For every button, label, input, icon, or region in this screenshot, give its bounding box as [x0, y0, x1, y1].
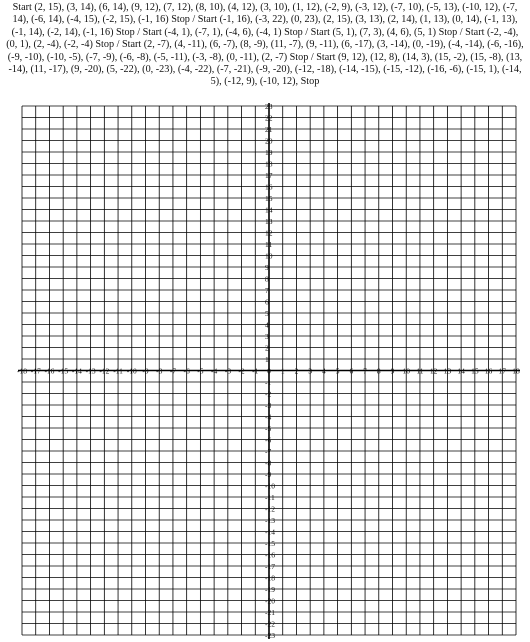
y-tick-label: -20 [265, 596, 275, 606]
y-tick-label: -19 [265, 585, 275, 594]
y-tick-label: 2 [265, 343, 269, 353]
x-tick-label: 8 [376, 366, 381, 376]
x-tick-label: -18 [17, 366, 27, 376]
y-tick-label: 7 [265, 286, 269, 295]
x-tick-label: 9 [390, 366, 395, 376]
x-tick-label: 12 [429, 366, 438, 376]
y-tick-label: 5 [265, 309, 269, 318]
x-tick-label: -16 [44, 366, 55, 376]
x-tick-label: -3 [224, 366, 231, 376]
y-tick-label: -15 [265, 539, 275, 548]
y-tick-label: -1 [265, 378, 272, 387]
x-tick-label: -5 [197, 366, 204, 376]
y-tick-label: -18 [265, 573, 275, 583]
x-tick-label: -15 [58, 366, 69, 376]
y-tick-label: -5 [265, 424, 272, 433]
y-tick-label: 10 [265, 251, 273, 261]
y-tick-label: 18 [265, 159, 273, 169]
x-tick-label: 18 [512, 366, 520, 376]
y-tick-label: -9 [265, 470, 272, 479]
y-tick-label: 17 [265, 171, 273, 180]
y-tick-label: -8 [265, 458, 272, 468]
x-tick-label: 3 [308, 366, 313, 376]
x-tick-label: -14 [71, 366, 82, 376]
plotting-instructions: Start (2, 15), (3, 14), (6, 14), (9, 12), (7, 12), (8, 10), (4, 12), (3, 10), (1, 12), (-2, 9), (-3, 12), (-7, 10), (-5, 13), (-10, 12), (-7, 14), (-6, 14), (-4, 15), (-2, 15), (-1, 16) Stop / Start (-1, 16), (-3, 22), (0, 23), (2, 15), (3, 13), (2, 14), (1, 13), (0, 14), (-1, 13), (-1, 14), (-2, 14), (-1, 16) Stop / Start (-4, 1), (-7, 1), (-4, 6), (-4, 1) Stop / Start (5, 1), (7, 3), (4, 6), (5, 1) Stop / Start (-2, -4), (0, 1), (2, -4), (-2, -4) Stop / Start (2, -7), (4, -11), (6, -7), (8, -9), (11, -7), (9, -11), (6, -17), (3, -14), (0, -19), (-4, -14), (-6, -16), (-9, -10), (-10, -5), (-7, -9), (-6, -8), (-5, -11), (-3, -8), (0, -11), (2, -7) Stop / Start (9, 12), (12, 8), (14, 3), (15, -2), (15, -8), (13, -14), (11, -17), (9, -20), (5, -22), (0, -23), (-4, -22), (-7, -21), (-9, -20), (-12, -18), (-14, -15), (-15, -12), (-16, -6), (-15, 1), (-14, 5), (-12, 9), (-10, 12), Stop [6, 2, 524, 88]
y-tick-label: 11 [265, 240, 273, 249]
x-tick-label: -12 [99, 366, 110, 376]
x-tick-label: 7 [363, 366, 367, 376]
y-tick-label: 14 [265, 205, 273, 215]
x-tick-label: -17 [30, 366, 41, 376]
y-tick-label: -3 [265, 401, 272, 410]
x-tick-label: 2 [294, 366, 299, 376]
y-tick-label: 3 [265, 332, 269, 341]
x-tick-label: -9 [142, 366, 149, 376]
x-tick-label: 1 [280, 366, 285, 376]
y-tick-label: -12 [265, 504, 275, 514]
y-tick-label: -21 [265, 608, 275, 617]
x-tick-label: -1 [252, 366, 259, 376]
x-tick-label: 6 [349, 366, 354, 376]
x-tick-label: 16 [484, 366, 493, 376]
y-tick-label: 19 [265, 148, 273, 157]
y-tick-label: 9 [265, 263, 269, 272]
y-tick-label: -4 [265, 412, 272, 422]
x-tick-label: -2 [238, 366, 245, 376]
x-tick-label: -10 [126, 366, 137, 376]
y-tick-label: 23 [265, 102, 273, 111]
y-tick-label: -6 [265, 435, 272, 445]
x-tick-label: -7 [169, 366, 177, 376]
y-tick-label: -10 [265, 481, 275, 491]
y-tick-label: -2 [265, 389, 272, 399]
y-tick-label: -17 [265, 562, 275, 571]
x-tick-label: 13 [443, 366, 452, 376]
y-tick-label: -23 [265, 631, 275, 640]
y-tick-label: -14 [265, 527, 275, 537]
x-tick-label: 10 [402, 366, 410, 376]
y-tick-label: -13 [265, 516, 275, 525]
y-tick-label: 13 [265, 217, 273, 226]
y-tick-label: 15 [265, 194, 273, 203]
x-axis-tick-labels [17, 367, 520, 376]
x-tick-label: 17 [498, 366, 507, 376]
y-tick-label: 21 [265, 125, 273, 134]
x-tick-label: -6 [183, 366, 190, 376]
y-tick-label: 20 [265, 136, 273, 146]
x-tick-label: 11 [416, 366, 424, 376]
x-tick-label: 15 [471, 366, 479, 376]
y-tick-label: -11 [265, 493, 275, 502]
y-tick-label: 22 [265, 113, 273, 123]
x-tick-label: 4 [322, 366, 326, 376]
y-tick-label: 6 [265, 297, 269, 307]
x-tick-label: -8 [156, 366, 163, 376]
x-tick-label: 14 [457, 366, 465, 376]
x-tick-label: -4 [210, 366, 218, 376]
y-tick-label: 12 [265, 228, 273, 238]
x-tick-label: 5 [335, 366, 340, 376]
y-tick-label: 4 [265, 320, 269, 330]
y-tick-label: 16 [265, 182, 273, 192]
y-tick-label: -16 [265, 550, 275, 560]
y-tick-label: 1 [265, 355, 269, 364]
y-tick-label: -7 [265, 447, 272, 456]
x-tick-label: 0 [267, 366, 271, 376]
y-tick-label: -22 [265, 619, 275, 629]
y-tick-label: 8 [265, 274, 269, 284]
x-tick-label: -13 [85, 366, 96, 376]
x-tick-label: -11 [113, 366, 123, 376]
